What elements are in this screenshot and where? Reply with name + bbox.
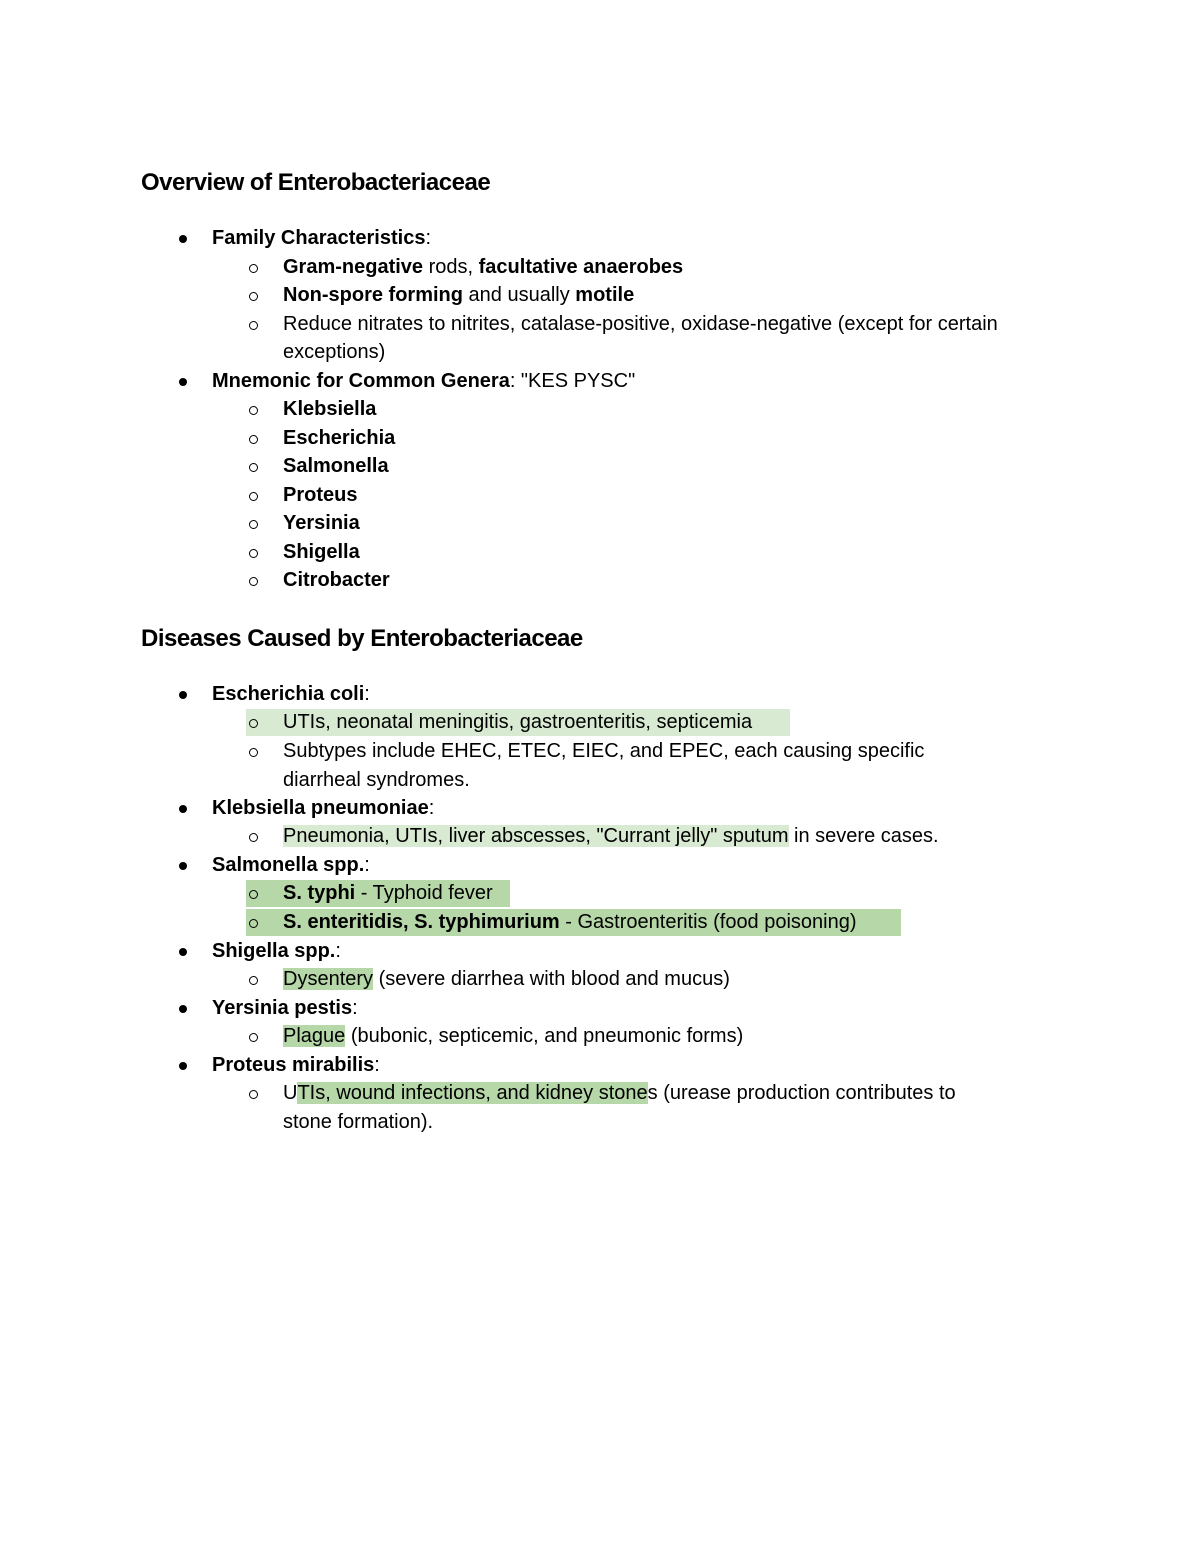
sub-bullet-icon: [249, 719, 258, 728]
species-name: S. typhi: [283, 882, 356, 904]
colon: :: [364, 683, 370, 705]
genus-item: [283, 538, 360, 566]
sub-bullet-icon: [249, 264, 258, 273]
sub-bullet-icon: [249, 833, 258, 842]
disease-item: [283, 1079, 956, 1107]
section-title-diseases: Diseases Caused by Enterobacteriaceae: [141, 625, 583, 652]
highlighted-text: Plague: [283, 1025, 346, 1047]
organism-name: Proteus mirabilis: [212, 1054, 375, 1076]
list-item-nonspore: [283, 281, 634, 309]
genus-name: Citrobacter: [283, 569, 390, 591]
sub-bullet-icon: [249, 577, 258, 586]
genus-item: [283, 481, 357, 509]
disease-item: [283, 908, 857, 936]
bullet-icon: [179, 378, 187, 386]
organism-name: Yersinia pestis: [212, 997, 353, 1019]
list-item-klebsiella: [212, 794, 434, 822]
list-item-reduce: Reduce nitrates to nitrites, catalase-positive, oxidase-negative (except for certain: [283, 313, 998, 335]
bullet-icon: [179, 805, 187, 813]
colon: :: [335, 940, 341, 962]
genus-item: [283, 566, 390, 594]
disease-item: [283, 822, 939, 850]
highlighted-text: Pneumonia, UTIs, liver abscesses, "Currant jelly" sputum: [283, 825, 789, 847]
sub-bullet-icon: [249, 748, 258, 757]
list-item-salmonella: [212, 851, 370, 879]
colon: :: [364, 854, 370, 876]
sub-bullet-icon: [249, 520, 258, 529]
list-item-yersinia: [212, 994, 358, 1022]
organism-name: Escherichia coli: [212, 683, 365, 705]
species-name: S. enteritidis, S. typhimurium: [283, 911, 560, 933]
bullet-icon: [179, 948, 187, 956]
section-title-overview: Overview of Enterobacteriaceae: [141, 169, 491, 196]
gram-negative-text: Gram-negative: [283, 256, 424, 278]
list-item-proteus: [212, 1051, 380, 1079]
colon: :: [428, 797, 435, 819]
text: (severe diarrhea with blood and mucus): [373, 968, 730, 990]
sub-bullet-icon: [249, 549, 258, 558]
bullet-icon: [179, 862, 187, 870]
sub-bullet-icon: [249, 406, 258, 415]
bullet-icon: [179, 235, 187, 243]
genus-name: Shigella: [283, 541, 360, 563]
disease-item: [283, 965, 730, 993]
genus-item: [283, 452, 389, 480]
colon: :: [352, 997, 358, 1019]
disease-item: UTIs, neonatal meningitis, gastroenteritis, septicemia: [283, 711, 753, 733]
mnemonic-label: Mnemonic for Common Genera: [212, 370, 510, 392]
sub-bullet-icon: [249, 890, 258, 899]
disease-item-cont: diarrheal syndromes.: [283, 769, 470, 791]
sub-bullet-icon: [249, 492, 258, 501]
organism-name: Salmonella spp.: [212, 854, 365, 876]
list-item-mnemonic: [212, 367, 635, 395]
sub-bullet-icon: [249, 919, 258, 928]
bullet-icon: [179, 1062, 187, 1070]
list-item-gram: [283, 253, 683, 281]
sub-bullet-icon: [249, 435, 258, 444]
text: - Gastroenteritis (food poisoning): [559, 911, 857, 933]
disease-item-cont: stone formation).: [283, 1111, 434, 1133]
colon: :: [425, 227, 431, 249]
disease-item: [283, 1022, 743, 1050]
highlighted-text: Dysentery: [283, 968, 374, 990]
sub-bullet-icon: [249, 1033, 258, 1042]
highlighted-text: TIs, wound infections, and kidney stone: [297, 1082, 648, 1104]
organism-name: Klebsiella pneumoniae: [212, 797, 429, 819]
text: s (urease production contributes to: [647, 1082, 956, 1104]
text: rods,: [423, 256, 479, 278]
disease-item: Subtypes include EHEC, ETEC, EIEC, and EPEC, each causing specific: [283, 740, 925, 762]
genus-name: Salmonella: [283, 455, 389, 477]
organism-name: Shigella spp.: [212, 940, 336, 962]
genus-name: Escherichia: [283, 427, 396, 449]
list-item-shigella: [212, 937, 341, 965]
motile-text: motile: [575, 284, 635, 306]
sub-bullet-icon: [249, 1090, 258, 1099]
colon: :: [374, 1054, 380, 1076]
sub-bullet-icon: [249, 463, 258, 472]
facultative-text: facultative anaerobes: [478, 256, 684, 278]
family-label: Family Characteristics: [212, 227, 426, 249]
genus-name: Proteus: [283, 484, 358, 506]
list-item-family: [212, 224, 431, 252]
list-item-ecoli: [212, 680, 370, 708]
sub-bullet-icon: [249, 976, 258, 985]
genus-name: Yersinia: [283, 512, 360, 534]
bullet-icon: [179, 691, 187, 699]
sub-bullet-icon: [249, 321, 258, 330]
text: and usually: [463, 284, 576, 306]
mnemonic-text: : "KES PYSC": [509, 370, 636, 392]
genus-item: [283, 395, 376, 423]
list-item-reduce-cont: exceptions): [283, 341, 386, 363]
bullet-icon: [179, 1005, 187, 1013]
nonspore-text: Non-spore forming: [283, 284, 463, 306]
text: in severe cases.: [788, 825, 939, 847]
text: (bubonic, septicemic, and pneumonic forms): [345, 1025, 744, 1047]
genus-item: [283, 509, 360, 537]
text: U: [283, 1082, 298, 1104]
disease-item: [283, 879, 493, 907]
text: - Typhoid fever: [355, 882, 493, 904]
genus-name: Klebsiella: [283, 398, 377, 420]
sub-bullet-icon: [249, 292, 258, 301]
genus-item: [283, 424, 395, 452]
